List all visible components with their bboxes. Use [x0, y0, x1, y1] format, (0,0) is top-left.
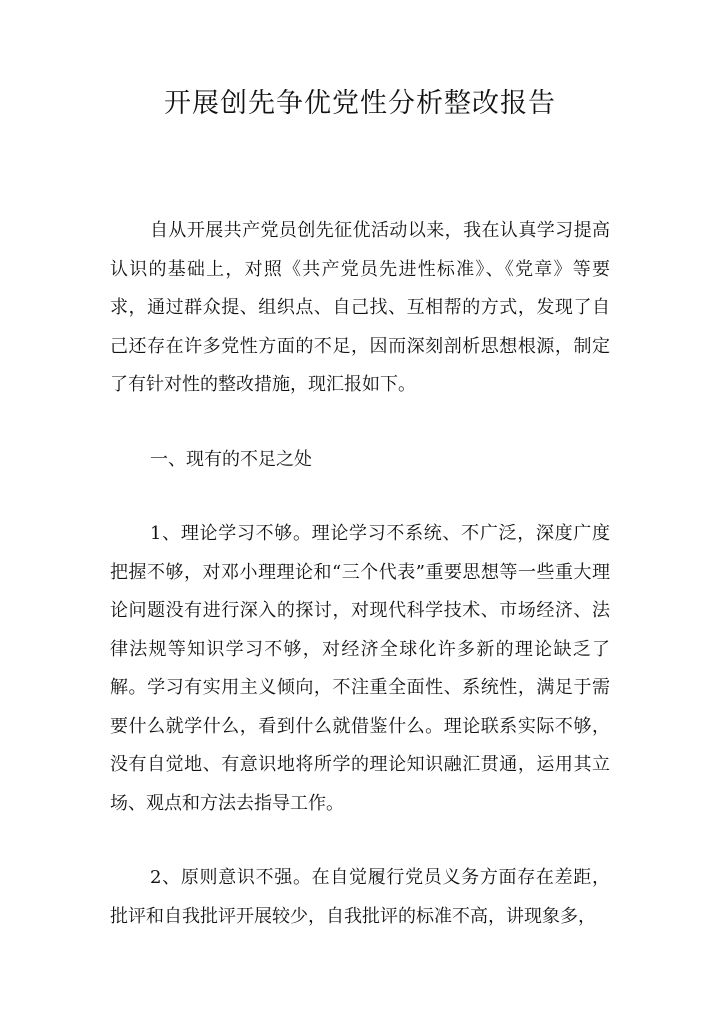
- document-body: [110, 212, 610, 972]
- point-2-paragraph: 2、原则意识不强。在自觉履行党员义务方面存在差距，批评和自我批评开展较少，自我批评的标准不高，讲现象多，: [110, 867, 610, 927]
- section-heading: 一、现有的不足之处: [150, 448, 312, 470]
- document-title: 开展创先争优党性分析整改报告: [164, 88, 556, 119]
- point-1-paragraph: 1、理论学习不够。理论学习不系统、不广泛，深度广度把握不够，对邓小理理论和“三个代表”重要思想等一些重大理论问题没有进行深入的探讨，对现代科学技术、市场经济、法律法规等知识学习不够，对经济全球化许多新的理论缺乏了解。学习有实用主义倾向，不注重全面性、系统性，满足于需要什么就学什么，看到什么就借鉴什么。理论联系实际不够，没有自觉地、有意识地将所学的理论知识融汇贯通，运用其立场、观点和方法去指导工作。: [110, 523, 610, 814]
- intro-paragraph: 自从开展共产党员创先征优活动以来，我在认真学习提高认识的基础上，对照《共产党员先进性标准》、《党章》等要求，通过群众提、组织点、自己找、互相帮的方式，发现了自己还存在许多党性方面的不足，因而深刻剖析思想根源，制定了有针对性的整改措施，现汇报如下。: [110, 220, 610, 395]
